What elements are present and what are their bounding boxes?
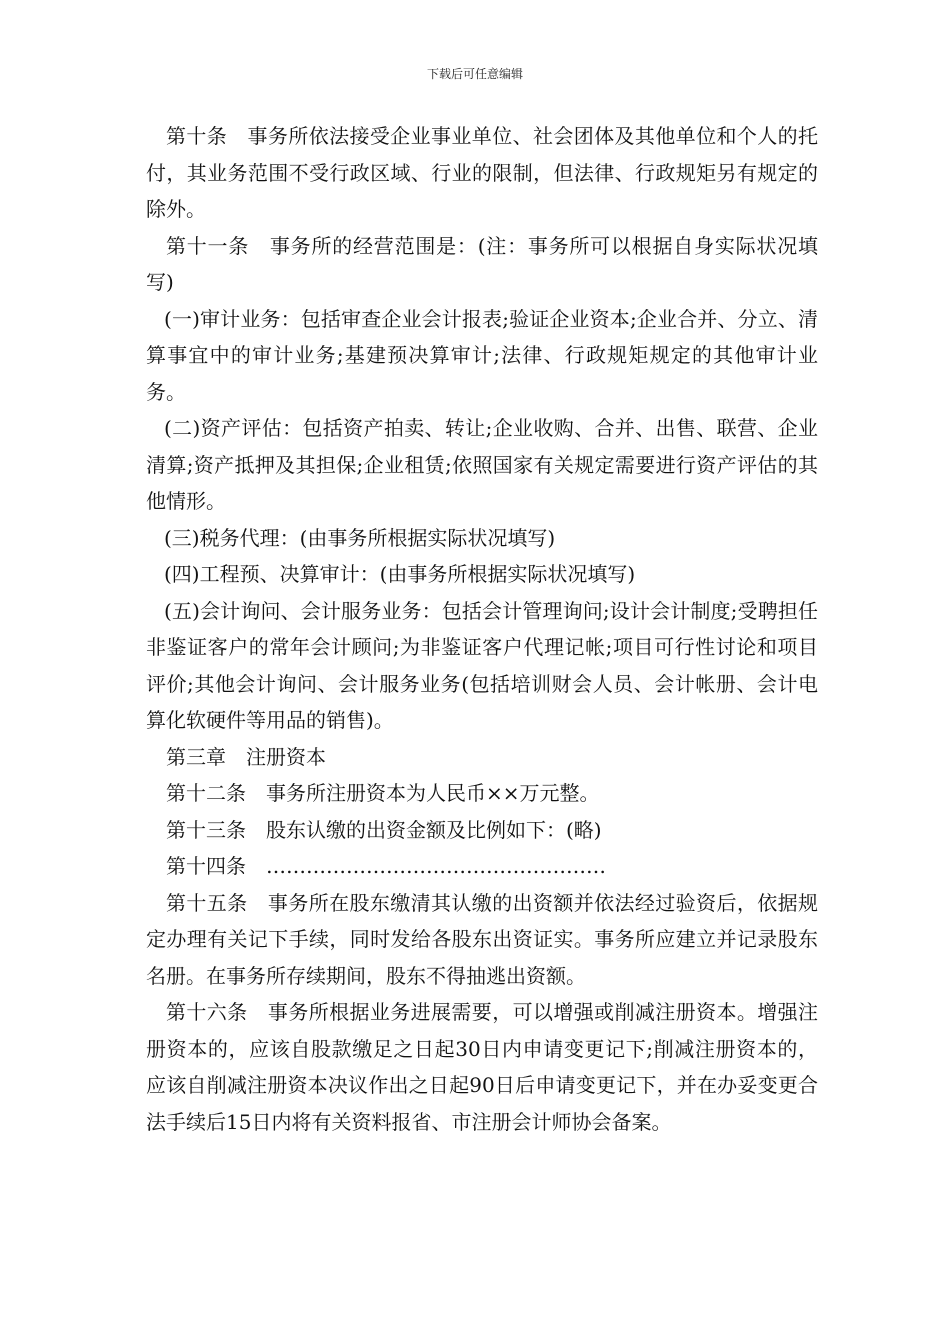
chapter-3-title: 第三章 注册资本 (166, 744, 326, 769)
article-10: 第十条 事务所依法接受企业事业单位、社会团体及其他单位和个人的托付，其业务范围不受行政区域、行业的限制，但法律、行政规矩另有规定的除外。 (146, 124, 818, 221)
document-body (146, 118, 818, 1140)
article-16: 第十六条 事务所根据业务进展需要，可以增强或削减注册资本。增强注册资本的，应该自股款缴足之日起30日内申请变更记下;削减注册资本的，应该自削减注册资本决议作出之日起90日后申请变更记下，并在办妥变更合法手续后15日内将有关资料报省、市注册会计师协会备案。 (146, 1000, 818, 1134)
page-header-note: 下载后可任意编辑 (426, 67, 523, 81)
article-14: 第十四条 …………………………………………… (166, 854, 606, 878)
item-project-audit: (四)工程预、决算审计：(由事务所根据实际状况填写) (164, 562, 636, 586)
article-13: 第十三条 股东认缴的出资金额及比例如下：(略) (166, 817, 602, 842)
item-asset-evaluation: (二)资产评估：包括资产拍卖、转让;企业收购、合并、出售、联营、企业清算;资产抵押及其担保;企业租赁;依照国家有关规定需要进行资产评估的其他情形。 (146, 416, 818, 513)
item-audit: (一)审计业务：包括审查企业会计报表;验证企业资本;企业合并、分立、清算事宜中的审计业务;基建预决算审计;法律、行政规矩规定的其他审计业务。 (146, 306, 818, 404)
item-accounting-consulting: (五)会计询问、会计服务业务：包括会计管理询问;设计会计制度;受聘担任非鉴证客户的常年会计顾问;为非鉴证客户代理记帐;项目可行性讨论和项目评价;其他会计询问、会计服务业务(包括培训财会人员、会计帐册、会计电算化软硬件等用品的销售)。 (146, 598, 818, 732)
article-11: 第十一条 事务所的经营范围是：(注：事务所可以根据自身实际状况填写) (146, 233, 818, 294)
article-12: 第十二条 事务所注册资本为人民币××万元整。 (166, 781, 600, 805)
article-15: 第十五条 事务所在股东缴清其认缴的出资额并依法经过验资后，依据规定办理有关记下手续，同时发给各股东出资证实。事务所应建立并记录股东名册。在事务所存续期间，股东不得抽逃出资额。 (146, 890, 818, 988)
item-tax-agency: (三)税务代理：(由事务所根据实际状况填写) (164, 525, 556, 550)
